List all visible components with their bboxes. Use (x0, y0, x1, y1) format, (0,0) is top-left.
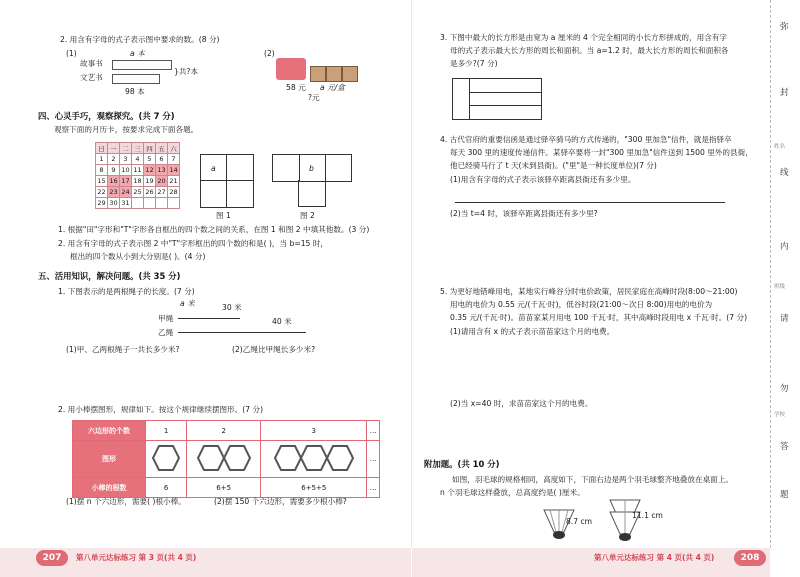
cal-head: 二 (120, 143, 132, 154)
q2-1-top: a 本 (130, 49, 145, 58)
margin-char: 内 (780, 242, 789, 252)
r-q4c: 他已经骑马行了 t 天(未到县衙)。("里"是一种长度单位)(7 分) (450, 161, 657, 170)
footer-right-text: 第八单元达标练习 第 4 页(共 4 页) (594, 553, 715, 562)
cal-cell: 14 (169, 166, 178, 174)
shuttlecock-stack (608, 498, 642, 544)
q5-2-2: (2)摆 150 个六边形，需要多少根小棒? (214, 497, 347, 506)
q5-2-1: (1)摆 n 个六边形，需要( )根小棒。 (66, 497, 186, 506)
q2-title: 2. 用含有字母的式子表示图中要求的数。(8 分) (60, 35, 220, 44)
q4-1: 1. 根据"田"字形和"T"字形各自框出的四个数之间的关系，在图 1 和图 2 中填其他数。(3 分) (58, 225, 370, 234)
cal-cell: 13 (157, 166, 166, 174)
r-q5c: 0.35 元/(千瓦·时)。苗苗家某月用电 100 千瓦·时，其中高峰时段用电 x 千瓦·时。(7 分) (450, 313, 748, 322)
bar-art (112, 74, 160, 84)
q2-1-total: 98 本 (125, 87, 145, 96)
section-5-title: 五、活用知识，解决问题。(共 35 分) (38, 271, 181, 281)
margin-char: 请 (780, 314, 789, 324)
margin-small: 姓名 (774, 144, 786, 150)
cal-cell: 6 (156, 154, 168, 165)
margin-char: 答 (780, 442, 789, 452)
footer-left-text: 第八单元达标练习 第 3 页(共 4 页) (76, 553, 197, 562)
r-q5-2: (2)当 x=40 时，求苗苗家这个月的电费。 (450, 399, 593, 408)
rope-30-label: 30 米 (222, 303, 242, 312)
cal-cell (156, 198, 168, 209)
hexagon-table (72, 420, 380, 498)
q5-2: 2. 用小棒摆图形，规律如下。按这个规律继续摆图形。(7 分) (58, 405, 264, 414)
r-q3b: 母的式子表示最大长方形的周长和面积。当 a=1.2 时，最大长方形的周长和面积各 (450, 46, 729, 55)
q5-1: 1. 下图表示的是两根绳子的长度。(7 分) (58, 287, 195, 296)
cal-cell: 15 (97, 177, 106, 185)
jar-icon (326, 66, 342, 82)
cal-cell: 11 (133, 166, 142, 174)
hex-figure-2 (187, 441, 261, 478)
q2-1-row1: 故事书 (80, 59, 103, 68)
cal-cell: 31 (121, 199, 130, 207)
gift-box-icon (276, 58, 306, 80)
cal-cell: 19 (145, 177, 154, 185)
cal-cell: 26 (145, 188, 154, 196)
cal-cell: 4 (132, 154, 144, 165)
extra-title: 附加题。(共 10 分) (424, 459, 500, 469)
q2-2-price: 58 元 (286, 83, 306, 92)
r-q4a: 4. 古代官府的重要信函是通过驿卒骑马的方式传递的，"300 里加急"信件，就是指驿卒 (440, 135, 732, 144)
footer-right-bar (412, 548, 770, 577)
r-q5a: 5. 为更好地错峰用电，某地实行峰谷分时电价政策，居民家庭在高峰时段(8:00～21:00) (440, 287, 738, 296)
seal-margin (770, 0, 800, 548)
rope-40-label: 40 米 (272, 317, 292, 326)
cal-cell: 17 (121, 177, 130, 185)
cal-head: 四 (144, 143, 156, 154)
cal-cell: 1 (96, 154, 108, 165)
cal-cell: 21 (169, 177, 178, 185)
rope-yi-line (178, 332, 306, 333)
cal-head: 一 (108, 143, 120, 154)
cal-cell: 22 (97, 188, 106, 196)
hex-count: 2 (187, 421, 261, 441)
hex-sticks: … (367, 478, 380, 498)
q2-2-unit: a 元/盒 (320, 83, 345, 92)
r-q4b: 每天 300 里的速度传递信件。某驿卒要将一封"300 里加急"信件送到 1500 里外的县衙， (450, 148, 753, 157)
cal-cell: 18 (133, 177, 142, 185)
margin-small: 学校 (774, 412, 786, 418)
rope-jia-label: 甲绳 (158, 314, 174, 323)
cal-cell (168, 198, 180, 209)
q2-1-ask: }共?本 (174, 67, 199, 76)
figure-1-grid (200, 154, 254, 208)
q5-1-2: (2)乙绳比甲绳长多少米? (232, 345, 316, 354)
cal-cell: 30 (109, 199, 118, 207)
r-q5-1: (1)请用含有 x 的式子表示苗苗家这个月的电费。 (450, 327, 615, 336)
hex-sticks: 6+5 (187, 478, 261, 498)
cal-head: 日 (96, 143, 108, 154)
r-q3a: 3. 下图中最大的长方形是由宽为 a 厘米的 4 个完全相同的小长方形拼成的，用含有字 (440, 33, 727, 42)
q4-2b: 框出的四个数从小到大分别是( )。(4 分) (70, 252, 206, 261)
cal-cell: 29 (97, 199, 106, 207)
cal-cell: 10 (121, 166, 130, 174)
hex-count: 1 (146, 421, 187, 441)
shuttle-height-2: 11.1 cm (632, 511, 663, 520)
fig2-var: b (309, 164, 314, 173)
hex-count: 3 (261, 421, 367, 441)
q4-2a: 2. 用含有字母的式子表示图 2 中"T"字形框出的四个数的和是( )，当 b=15 时， (58, 239, 328, 248)
hex-count: … (367, 421, 380, 441)
q5-1-1: (1)甲、乙两根绳子一共长多少米? (66, 345, 180, 354)
figure-1-label: 图 1 (216, 211, 231, 220)
cal-cell: 28 (169, 188, 178, 196)
rope-yi-label: 乙绳 (158, 328, 174, 337)
cal-cell: 5 (144, 154, 156, 165)
r-q4-1: (1)用含有字母的式子表示该驿卒距离县衙还有多少里。 (450, 175, 636, 184)
jar-icon (342, 66, 358, 82)
answer-line[interactable] (455, 202, 725, 203)
margin-small: 班级 (774, 284, 786, 290)
cal-cell: 2 (108, 154, 120, 165)
cal-head: 三 (132, 143, 144, 154)
margin-char: 勿 (780, 384, 789, 394)
hex-figure-1 (146, 441, 187, 478)
cal-cell: 23 (109, 188, 118, 196)
margin-char: 封 (780, 88, 789, 98)
shuttle-height-1: 8.7 cm (566, 517, 593, 526)
margin-char: 弥 (780, 22, 789, 32)
page-number-right: 208 (734, 550, 766, 566)
cal-cell: 24 (121, 188, 130, 196)
q2-2-label: (2) (264, 49, 275, 58)
jar-icon (310, 66, 326, 82)
section-4-title: 四、心灵手巧，观察探究。(共 7 分) (38, 111, 175, 121)
bar-story (112, 60, 172, 70)
calendar (95, 142, 180, 209)
hex-row2-label: 图形 (73, 441, 146, 478)
hexagon-icon (273, 443, 355, 473)
hexagon-icon (151, 443, 181, 473)
hex-sticks: 6 (146, 478, 187, 498)
figure-2-label: 图 2 (300, 211, 315, 220)
margin-char: 线 (780, 168, 789, 178)
cal-cell: 3 (120, 154, 132, 165)
figure-2-top (272, 154, 352, 182)
hex-row1-label: 六边形的个数 (73, 421, 146, 441)
hex-figure-3 (261, 441, 367, 478)
extra-a: 如图，羽毛球的规格相同，高度如下，下面右边是两个羽毛球整齐地叠放在桌面上。 (452, 475, 733, 484)
r-q3c: 是多少?(7 分) (450, 59, 498, 68)
cal-cell: 8 (96, 165, 108, 176)
hex-row3-label: 小棒的根数 (73, 478, 146, 498)
cal-cell: 12 (145, 166, 154, 174)
page-divider (411, 0, 412, 548)
hex-figure-more: … (367, 441, 380, 478)
q2-1-label: (1) (66, 49, 77, 58)
fig1-var: a (211, 164, 216, 173)
cal-cell: 27 (157, 188, 166, 196)
extra-b: n 个羽毛球这样叠放，总高度约是( )厘米。 (440, 488, 585, 497)
cal-cell (132, 198, 144, 209)
cal-cell: 7 (168, 154, 180, 165)
r-q4-2: (2)当 t=4 时，该驿卒距离县衙还有多少里? (450, 209, 598, 218)
cal-head: 六 (168, 143, 180, 154)
rope-jia-line (178, 318, 240, 319)
cal-cell: 9 (108, 165, 120, 176)
rope-a-label: a 米 (180, 299, 195, 308)
margin-char: 题 (780, 490, 789, 500)
page-number-left: 207 (36, 550, 68, 566)
cal-cell: 20 (157, 177, 166, 185)
r-q5b: 用电的电价为 0.55 元/(千瓦·时)，低谷时段(21:00～次日 8:00)用电的电价为 (450, 300, 713, 309)
figure-2-stem (298, 180, 326, 207)
cal-cell (144, 198, 156, 209)
rectangle-figure (452, 78, 542, 120)
cal-head: 五 (156, 143, 168, 154)
hex-sticks: 6+5+5 (261, 478, 367, 498)
cal-cell: 25 (133, 188, 142, 196)
hexagon-icon (196, 443, 252, 473)
q2-1-row2: 文艺书 (80, 73, 103, 82)
section-4-intro: 观察下面的月历卡，按要求完成下面各题。 (54, 125, 199, 134)
q2-2-total: ?元 (308, 93, 320, 102)
cal-cell: 16 (109, 177, 118, 185)
